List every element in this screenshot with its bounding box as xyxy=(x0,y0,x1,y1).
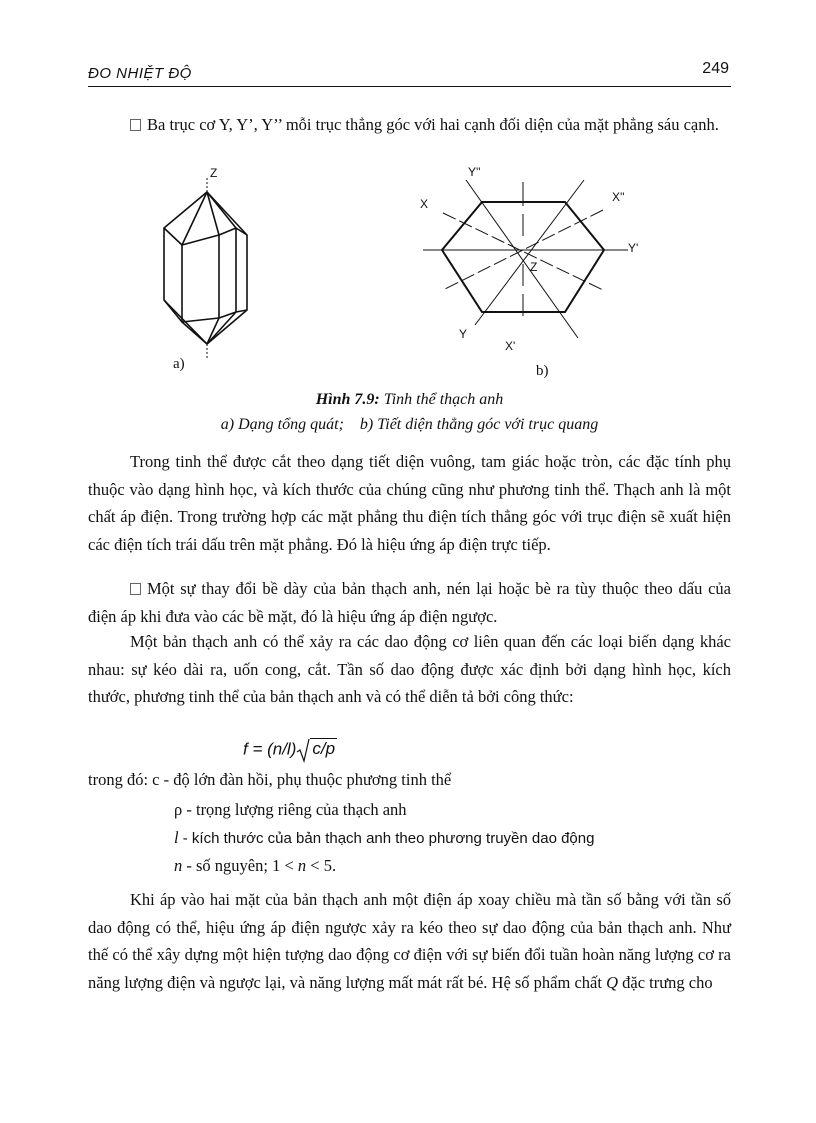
symbol-l: l xyxy=(174,828,179,847)
subfigure-b-label: b) xyxy=(536,363,549,379)
sqrt-sign-icon xyxy=(296,737,310,763)
figure-caption xyxy=(88,388,731,412)
def-n-text: - số nguyên; 1 < xyxy=(182,856,298,875)
paragraph-2 xyxy=(88,575,731,630)
paragraph-1: Trong tinh thể được cắt theo dạng tiết diện vuông, tam giác hoặc tròn, các đặc tính phụ thuộc vào dạng hình học, và kích thước của chúng cũng như phương tinh thể. Thạch anh là một chất áp điện. Trong trường hợp các mặt phẳng thu điện tích thẳng góc với trục điện sẽ xuất hiện các điện tích trái dấu trên mặt phẳng. Đó là hiệu ứng áp điện trực tiếp. xyxy=(88,452,731,554)
label-x-double-prime: X'' xyxy=(612,190,625,204)
frequency-formula xyxy=(243,737,337,763)
label-y-prime: Y' xyxy=(628,241,639,255)
page-number: 249 xyxy=(702,60,729,77)
formula-lhs: f = (n/l) xyxy=(243,739,297,759)
caption-subtitle: a) Dạng tổng quát; b) Tiết diện thẳng góc với trục quang xyxy=(220,416,599,433)
paragraph-2-text: Một sự thay đổi bề dày của bản thạch anh, nén lại hoặc bè ra tùy thuộc theo dấu của điện áp khi đưa vào các bề mặt, đó là hiệu ứng áp điện ngược. xyxy=(88,579,731,626)
page-header xyxy=(88,60,731,87)
paragraph-4-text-b: đặc trưng cho xyxy=(618,972,713,992)
label-z-b: Z xyxy=(530,260,538,274)
symbol-n: n xyxy=(174,856,183,875)
paragraph-4-text-a: Khi áp vào hai mặt của bản thạch anh một điện áp xoay chiều mà tần số bằng với tần số dao động có thể, hiệu ứng áp điện ngược xảy ra kéo theo sự dao động của bản thạch anh. Như thế có thể xây dựng một hiện tượng dao động cơ điện với sự biến đổi tuần hoàn năng lượng cơ ra năng lượng điện và ngược lại, và năng lượng mất mát rất bé. Hệ số phẩm chất xyxy=(88,890,731,992)
crystal-cross-section xyxy=(423,180,628,338)
def-n-end: < 5. xyxy=(306,856,337,875)
def-rho: ρ - trọng lượng riêng của thạch anh xyxy=(174,800,407,819)
paragraph-4 xyxy=(88,886,731,996)
where-intro: trong đó: c - độ lớn đàn hồi, phụ thuộc phương tinh thể xyxy=(88,770,452,789)
chapter-title: ĐO NHIỆT ĐỘ xyxy=(88,65,192,82)
symbol-n-2: n xyxy=(297,856,307,875)
symbol-q: Q xyxy=(606,972,618,992)
def-n xyxy=(174,856,336,876)
subfigure-a-label: a) xyxy=(173,356,185,372)
def-l xyxy=(174,828,594,848)
bullet-box-icon xyxy=(130,583,141,595)
caption-text: Tinh thể thạch anh xyxy=(379,391,504,408)
formula-radicand: c/p xyxy=(312,739,336,759)
crystal-general-form xyxy=(164,178,247,358)
label-z-a: Z xyxy=(210,166,218,180)
bullet-box-icon xyxy=(130,119,141,131)
paragraph-3: Một bản thạch anh có thể xảy ra các dao động cơ liên quan đến các loại biến dạng khác nhau: sự kéo dài ra, uốn cong, cắt. Tần số dao động được xác định bởi dạng hình học, kích thước, phương tinh thể của bản thạch anh và có thể diễn tả bởi công thức: xyxy=(88,632,731,706)
intro-paragraph xyxy=(88,111,731,139)
label-y: Y xyxy=(459,327,468,341)
intro-text: Ba trục cơ Y, Y’, Y’’ mỗi trục thẳng góc với hai cạnh đối diện của mặt phẳng sáu cạnh. xyxy=(147,115,719,134)
label-y-double-prime: Y'' xyxy=(468,165,481,179)
def-l-text: - kích thước của bản thạch anh theo phương truyền dao động xyxy=(178,830,595,847)
label-x-prime: X' xyxy=(505,339,516,353)
label-x: X xyxy=(420,197,429,211)
caption-title: Hình 7.9: xyxy=(315,391,380,408)
